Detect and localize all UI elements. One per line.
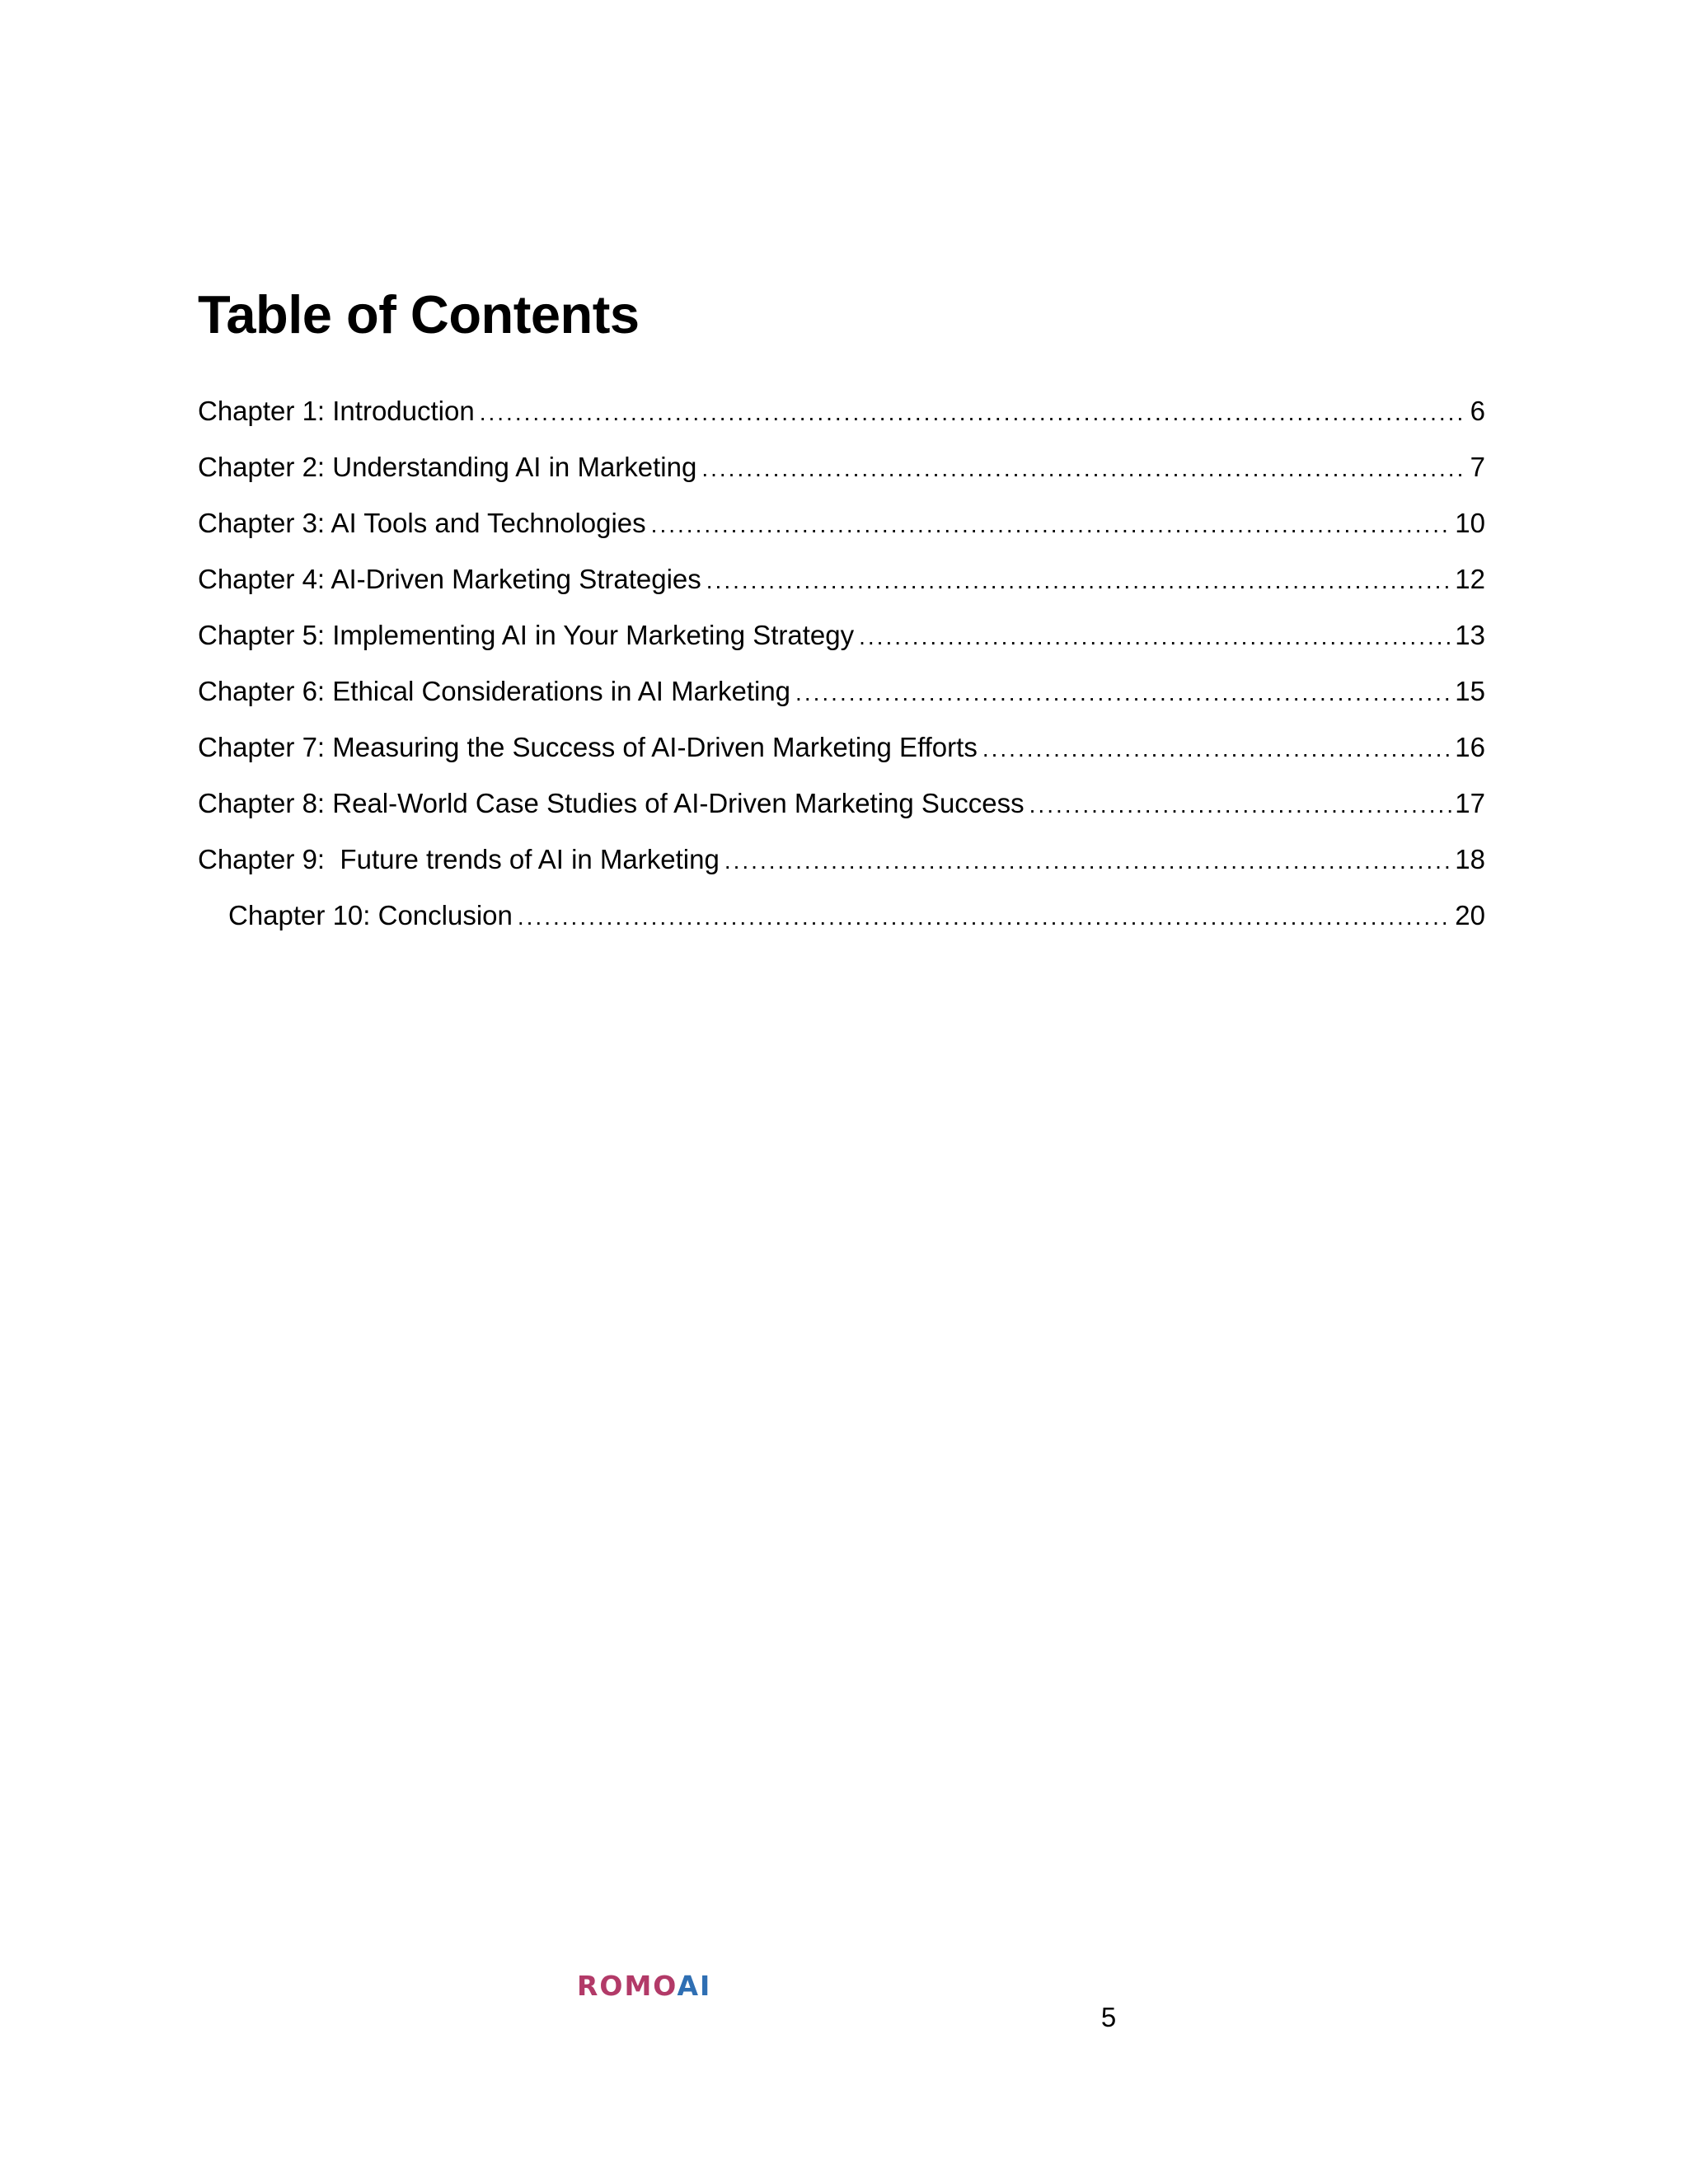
toc-dot-leader [859, 618, 1451, 656]
page-number: 5 [1100, 2002, 1117, 2032]
toc-entry-label: Chapter 7: Measuring the Success of AI-Driven Marketing Efforts [198, 732, 978, 762]
toc-entry-chapter-8[interactable] [198, 785, 1485, 841]
toc-entry-page: 20 [1455, 900, 1485, 930]
logo-text-romo: ROMO [577, 1970, 678, 2002]
toc-dot-leader [706, 562, 1452, 600]
toc-entry-label: Chapter 8: Real-World Case Studies of AI-Driven Marketing Success [198, 788, 1025, 818]
toc-entry-label: Chapter 3: AI Tools and Technologies [198, 508, 646, 538]
toc-entry-chapter-6[interactable] [198, 673, 1485, 729]
toc-entry-page: 7 [1470, 452, 1485, 482]
toc-entry-label: Chapter 4: AI-Driven Marketing Strategies [198, 564, 701, 594]
toc-dot-leader [518, 898, 1451, 936]
toc-entry-chapter-4[interactable] [198, 560, 1485, 616]
toc-entry-page: 15 [1455, 676, 1485, 706]
toc-entry-label: Chapter 9: Future trends of AI in Marketing [198, 844, 720, 874]
toc-dot-leader [982, 730, 1451, 768]
toc-dot-leader [724, 842, 1451, 880]
toc-dot-leader [1029, 786, 1452, 824]
toc-entry-label: Chapter 2: Understanding AI in Marketing [198, 452, 697, 482]
toc-entry-label: Chapter 10: Conclusion [228, 900, 513, 930]
toc-dot-leader [795, 674, 1451, 712]
toc-entry-page: 13 [1455, 620, 1485, 650]
toc-entry-chapter-1[interactable] [198, 392, 1485, 448]
toc-entry-chapter-2[interactable] [198, 448, 1485, 504]
toc-entry-chapter-10[interactable] [198, 897, 1485, 953]
toc-entry-label: Chapter 5: Implementing AI in Your Marketing Strategy [198, 620, 855, 650]
toc-dot-leader [480, 394, 1467, 432]
toc-entry-page: 17 [1455, 788, 1485, 818]
toc-entry-chapter-9[interactable] [198, 841, 1485, 897]
page-title: Table of Contents [198, 284, 640, 344]
toc-entry-chapter-3[interactable] [198, 504, 1485, 560]
toc-entry-label: Chapter 1: Introduction [198, 396, 475, 426]
toc-entry-page: 6 [1470, 396, 1485, 426]
toc-entry-page: 12 [1455, 564, 1485, 594]
toc-entry-label: Chapter 6: Ethical Considerations in AI Marketing [198, 676, 791, 706]
toc-entry-chapter-7[interactable] [198, 729, 1485, 785]
toc-list [198, 392, 1485, 953]
toc-entry-page: 10 [1455, 508, 1485, 538]
toc-entry-page: 18 [1455, 844, 1485, 874]
toc-dot-leader [701, 450, 1466, 488]
romoai-logo [577, 1970, 711, 2003]
toc-entry-page: 16 [1455, 732, 1485, 762]
toc-entry-chapter-5[interactable] [198, 616, 1485, 673]
logo-text-ai: AI [677, 1970, 712, 2002]
toc-dot-leader [651, 506, 1452, 544]
